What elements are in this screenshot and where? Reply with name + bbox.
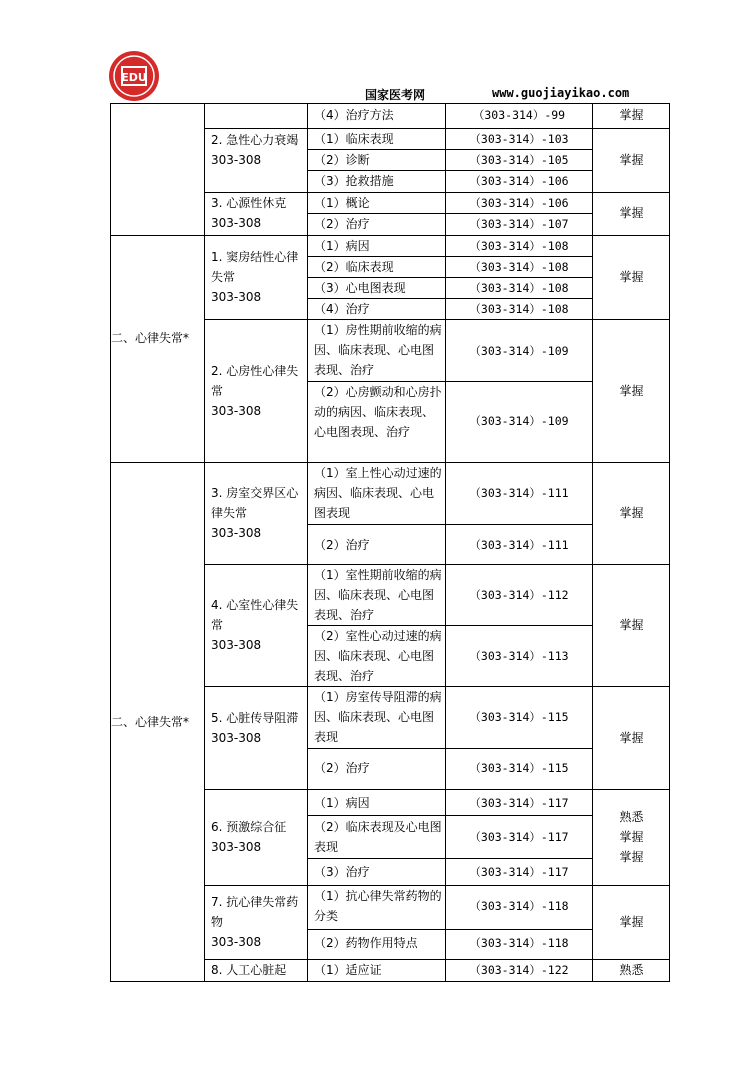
page-ref: （303-314）-99 bbox=[472, 108, 566, 122]
content-cell: （1）病因 bbox=[314, 239, 370, 253]
item-name: 2. 急性心力衰竭 303-308 bbox=[211, 133, 299, 167]
content-cell: （1）抗心律失常药物的分类 bbox=[314, 889, 442, 923]
page-ref: （303-314）-109 bbox=[469, 414, 569, 428]
level-cell: 掌握 bbox=[619, 153, 644, 167]
page-ref: （303-314）-111 bbox=[469, 486, 569, 500]
item-name: 8. 人工心脏起 bbox=[211, 963, 287, 977]
page-ref: （303-314）-108 bbox=[469, 281, 569, 295]
item-name: 7. 抗心律失常药物 303-308 bbox=[211, 895, 299, 949]
content-cell: （4）治疗方法 bbox=[314, 108, 394, 122]
page-ref: （303-314）-108 bbox=[469, 239, 569, 253]
content-cell: （2）诊断 bbox=[314, 153, 370, 167]
level-cell: 熟悉 掌握 掌握 bbox=[619, 810, 644, 864]
level-cell: 掌握 bbox=[619, 731, 644, 745]
content-cell: （1）适应证 bbox=[314, 963, 382, 977]
content-cell: （3）心电图表现 bbox=[314, 281, 406, 295]
content-cell: （1）概论 bbox=[314, 196, 370, 210]
page-ref: （303-314）-112 bbox=[469, 588, 569, 602]
content-cell: （1）室性期前收缩的病因、临床表现、心电图表现、治疗 bbox=[314, 568, 442, 622]
page-ref: （303-314）-117 bbox=[469, 865, 569, 879]
page-ref: （303-314）-108 bbox=[469, 302, 569, 316]
page-ref: （303-314）-105 bbox=[469, 153, 569, 167]
content-cell: （3）治疗 bbox=[314, 865, 370, 879]
item-name: 3. 房室交界区心律失常 303-308 bbox=[211, 486, 299, 540]
content-cell: （1）室上性心动过速的病因、临床表现、心电图表现 bbox=[314, 466, 442, 520]
item-name: 2. 心房性心律失常 303-308 bbox=[211, 364, 299, 418]
level-cell: 掌握 bbox=[619, 915, 644, 929]
content-cell: （2）治疗 bbox=[314, 217, 370, 231]
content-cell: （2）治疗 bbox=[314, 761, 370, 775]
content-cell: （2）室性心动过速的病因、临床表现、心电图表现、治疗 bbox=[314, 629, 442, 683]
site-name: 国家医考网 bbox=[365, 88, 426, 102]
page-ref: （303-314）-106 bbox=[469, 174, 569, 188]
site-url[interactable]: www.guojiayikao.com bbox=[492, 86, 630, 100]
content-cell: （3）抢救措施 bbox=[314, 174, 394, 188]
page-ref: （303-314）-115 bbox=[469, 710, 569, 724]
content-cell: （2）药物作用特点 bbox=[314, 936, 418, 950]
content-cell: （2）治疗 bbox=[314, 538, 370, 552]
item-name: 1. 窦房结性心律失常 303-308 bbox=[211, 250, 299, 304]
content-cell: （1）临床表现 bbox=[314, 132, 394, 146]
content-cell: （2）临床表现及心电图表现 bbox=[314, 820, 442, 854]
level-cell: 熟悉 bbox=[619, 963, 644, 977]
page-ref: （303-314）-118 bbox=[469, 936, 569, 950]
level-cell: 掌握 bbox=[619, 618, 644, 632]
page-ref: （303-314）-106 bbox=[469, 196, 569, 210]
level-cell: 掌握 bbox=[619, 384, 644, 398]
page-ref: （303-314）-109 bbox=[469, 344, 569, 358]
item-name: 3. 心源性休克 303-308 bbox=[211, 196, 287, 230]
content-cell: （4）治疗 bbox=[314, 302, 370, 316]
level-cell: 掌握 bbox=[619, 108, 644, 122]
section-label: 二、心律失常* bbox=[111, 331, 190, 345]
level-cell: 掌握 bbox=[619, 270, 644, 284]
page-ref: （303-314）-122 bbox=[469, 963, 569, 977]
section-label: 二、心律失常* bbox=[111, 715, 190, 729]
content-cell: （1）病因 bbox=[314, 796, 370, 810]
page-ref: （303-314）-113 bbox=[469, 649, 569, 663]
page-ref: （303-314）-111 bbox=[469, 538, 569, 552]
level-cell: 掌握 bbox=[619, 506, 644, 520]
content-cell: （2）心房颤动和心房扑动的病因、临床表现、心电图表现、治疗 bbox=[314, 385, 442, 439]
page-ref: （303-314）-117 bbox=[469, 830, 569, 844]
page-ref: （303-314）-108 bbox=[469, 260, 569, 274]
content-cell: （2）临床表现 bbox=[314, 260, 394, 274]
item-name: 6. 预激综合征 303-308 bbox=[211, 820, 287, 854]
page-ref: （303-314）-115 bbox=[469, 761, 569, 775]
logo-text: EDU bbox=[121, 71, 147, 84]
level-cell: 掌握 bbox=[619, 206, 644, 220]
page-ref: （303-314）-107 bbox=[469, 217, 569, 231]
item-name: 4. 心室性心律失常 303-308 bbox=[211, 598, 299, 652]
page-ref: （303-314）-117 bbox=[469, 796, 569, 810]
item-name: 5. 心脏传导阻滞 303-308 bbox=[211, 711, 299, 745]
content-cell: （1）房室传导阻滞的病因、临床表现、心电图表现 bbox=[314, 690, 442, 744]
content-cell: （1）房性期前收缩的病因、临床表现、心电图表现、治疗 bbox=[314, 323, 442, 377]
page-ref: （303-314）-103 bbox=[469, 132, 569, 146]
page-ref: （303-314）-118 bbox=[469, 899, 569, 913]
